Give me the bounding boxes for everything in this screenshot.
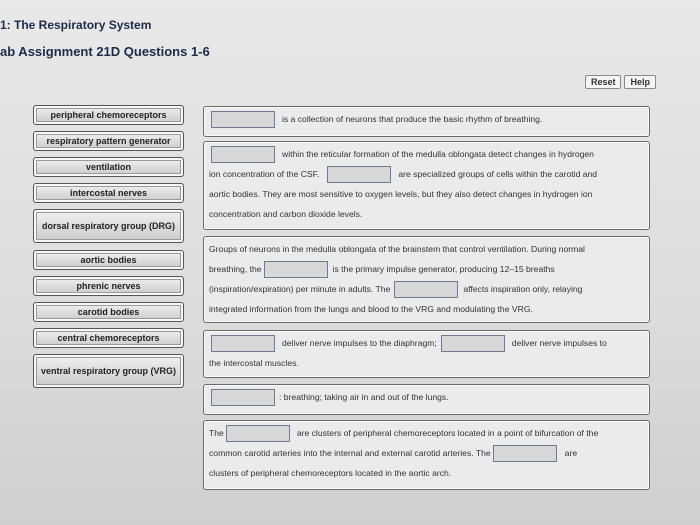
question-6 xyxy=(203,420,650,490)
assignment-title: ab Assignment 21D Questions 1-6 xyxy=(0,44,210,59)
reset-button[interactable]: Reset xyxy=(585,75,622,89)
q6-text-e: clusters of peripheral chemoreceptors located in the aortic arch. xyxy=(209,468,452,478)
term-aortic-bodies[interactable]: aortic bodies xyxy=(33,250,184,270)
help-button[interactable]: Help xyxy=(624,75,656,89)
q4-text-c: the intercostal muscles. xyxy=(209,358,299,368)
term-intercostal-nerves[interactable]: intercostal nerves xyxy=(33,183,184,203)
drop-target[interactable] xyxy=(327,166,391,183)
drop-target[interactable] xyxy=(226,425,290,442)
q6-text-d: are xyxy=(564,448,578,458)
term-peripheral-chemoreceptors[interactable]: peripheral chemoreceptors xyxy=(33,105,184,125)
question-3 xyxy=(203,236,650,323)
question-1 xyxy=(203,106,650,137)
drop-target[interactable] xyxy=(394,281,458,298)
drop-target[interactable] xyxy=(211,389,275,406)
q2-text-b: ion concentration of the CSF. xyxy=(209,169,320,179)
drop-target[interactable] xyxy=(493,445,557,462)
question-4 xyxy=(203,330,650,378)
q6-text-b: are clusters of peripheral chemoreceptors located in a point of bifurcation of the xyxy=(296,428,599,438)
chapter-title: 1: The Respiratory System xyxy=(0,18,152,32)
q3-text-b2: is the primary impulse generator, producing 12–15 breaths xyxy=(332,264,555,274)
question-5 xyxy=(203,384,650,415)
q4-text-b: deliver nerve impulses to xyxy=(511,338,607,348)
q1-text: is a collection of neurons that produce the basic rhythm of breathing. xyxy=(282,114,543,124)
q3-text-c2: affects inspiration only, relaying xyxy=(463,284,583,294)
term-phrenic-nerves[interactable]: phrenic nerves xyxy=(33,276,184,296)
term-dorsal-respiratory-group[interactable]: dorsal respiratory group (DRG) xyxy=(33,209,184,243)
q2-text-c: are specialized groups of cells within the carotid and xyxy=(398,169,598,179)
q5-text: : breathing; taking air in and out of the lungs. xyxy=(279,392,449,402)
q2-text-d: aortic bodies. They are most sensitive to oxygen levels, but they also detect changes in hydrogen ion xyxy=(209,189,593,199)
toolbar xyxy=(585,75,656,89)
q3-text-d: integrated information from the lungs and blood to the VRG and modulating the VRG. xyxy=(209,304,533,314)
term-central-chemoreceptors[interactable]: central chemoreceptors xyxy=(33,328,184,348)
drop-target[interactable] xyxy=(211,335,275,352)
drop-target[interactable] xyxy=(441,335,505,352)
term-ventral-respiratory-group[interactable]: ventral respiratory group (VRG) xyxy=(33,354,184,388)
q3-text-a: Groups of neurons in the medulla oblongata of the brainstem that control ventilation. During normal xyxy=(209,244,585,254)
q6-text-a: The xyxy=(209,428,224,438)
term-respiratory-pattern-generator[interactable]: respiratory pattern generator xyxy=(33,131,184,151)
term-carotid-bodies[interactable]: carotid bodies xyxy=(33,302,184,322)
term-ventilation[interactable]: ventilation xyxy=(33,157,184,177)
q4-text-a: deliver nerve impulses to the diaphragm; xyxy=(282,338,437,348)
q6-text-c: common carotid arteries into the internal and external carotid arteries. The xyxy=(209,448,491,458)
drop-target[interactable] xyxy=(211,111,275,128)
q3-text-c1: (inspiration/expiration) per minute in adults. The xyxy=(209,284,391,294)
question-2 xyxy=(203,141,650,230)
drop-target[interactable] xyxy=(211,146,275,163)
drop-target[interactable] xyxy=(264,261,328,278)
q2-text-e: concentration and carbon dioxide levels. xyxy=(209,209,363,219)
q2-text-a: within the reticular formation of the medulla oblongata detect changes in hydrogen xyxy=(282,149,594,159)
q3-text-b1: breathing, the xyxy=(209,264,262,274)
